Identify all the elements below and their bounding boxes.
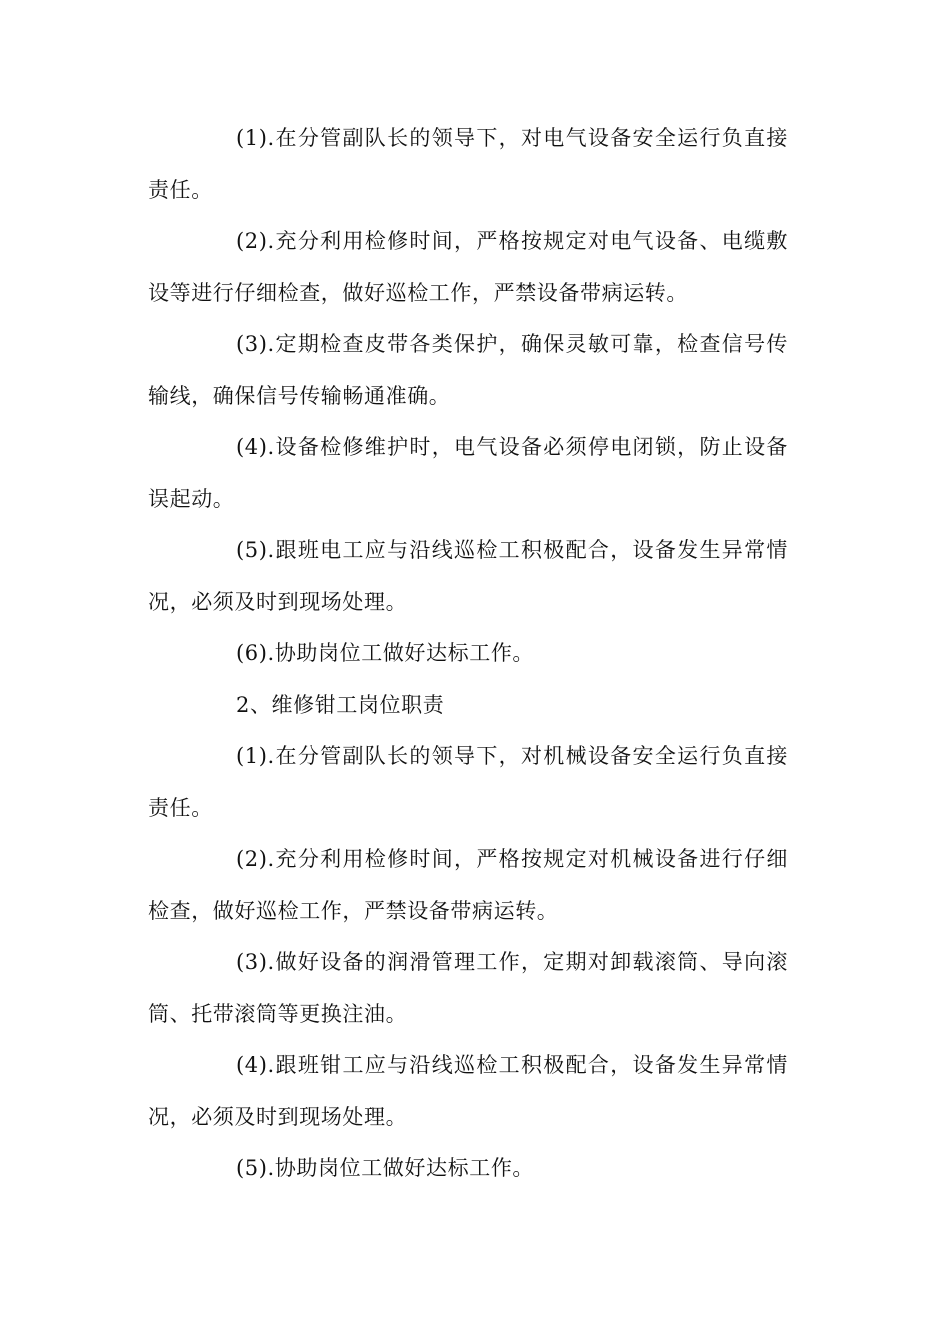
- paragraph-fitter-duty-1: (1).在分管副队长的领导下，对机械设备安全运行负直接责任。: [148, 744, 788, 820]
- paragraph-fitter-duty-3: (3).做好设备的润滑管理工作，定期对卸载滚筒、导向滚筒、托带滚筒等更换注油。: [148, 950, 788, 1026]
- paragraph-electrician-duty-3: (3).定期检查皮带各类保护，确保灵敏可靠，检查信号传输线，确保信号传输畅通准确。: [148, 332, 788, 408]
- document-body: [148, 113, 788, 1195]
- paragraph-electrician-duty-4: (4).设备检修维护时，电气设备必须停电闭锁，防止设备误起动。: [148, 435, 788, 511]
- paragraph-electrician-duty-6: (6).协助岗位工做好达标工作。: [236, 641, 535, 665]
- paragraph-electrician-duty-5: (5).跟班电工应与沿线巡检工积极配合，设备发生异常情况，必须及时到现场处理。: [148, 538, 788, 614]
- paragraph-electrician-duty-2: (2).充分利用检修时间，严格按规定对电气设备、电缆敷设等进行仔细检查，做好巡检工作，严禁设备带病运转。: [148, 229, 788, 305]
- paragraph-fitter-duty-2: (2).充分利用检修时间，严格按规定对机械设备进行仔细检查，做好巡检工作，严禁设备带病运转。: [148, 847, 788, 923]
- section-heading-fitter-duties: 2、维修钳工岗位职责: [236, 692, 445, 717]
- paragraph-electrician-duty-1: (1).在分管副队长的领导下，对电气设备安全运行负直接责任。: [148, 126, 788, 202]
- paragraph-fitter-duty-5: (5).协助岗位工做好达标工作。: [236, 1156, 535, 1180]
- paragraph-fitter-duty-4: (4).跟班钳工应与沿线巡检工积极配合，设备发生异常情况，必须及时到现场处理。: [148, 1053, 788, 1129]
